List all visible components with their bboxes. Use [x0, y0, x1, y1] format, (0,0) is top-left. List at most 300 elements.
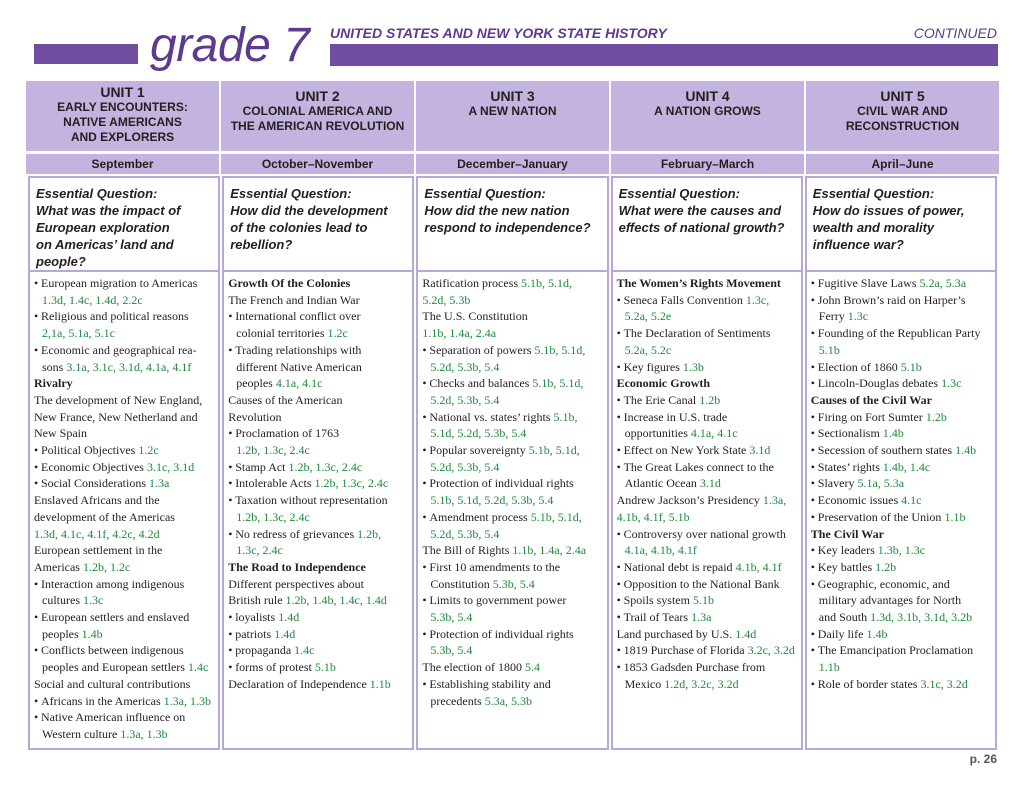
topic-line	[228, 409, 409, 426]
bullet-icon: •	[616, 593, 621, 608]
topic-line	[422, 542, 603, 559]
standard-codes: 1.3a, 1.3b	[120, 726, 168, 741]
bullet-icon: •	[34, 610, 39, 625]
standard-codes: 5.2d, 5.3b, 5.4	[430, 359, 500, 374]
unit-column-3	[416, 176, 608, 750]
topic-line	[811, 425, 992, 442]
topic-text: The Women’s Rights Movement	[616, 276, 781, 290]
topic-text: John Brown’s raid on Harper’s	[817, 292, 966, 307]
standard-codes: 5.1b, 5.1d,	[534, 342, 586, 357]
topic-text: Economic Objectives	[41, 459, 147, 474]
topic-list	[30, 272, 218, 743]
topic-line	[617, 492, 798, 509]
topic-line	[34, 492, 215, 509]
topic-text: Establishing stability and	[429, 676, 551, 691]
unit-number: UNIT 5	[880, 88, 925, 104]
unit-column-1	[28, 176, 220, 750]
topic-text: Conflicts between indigenous	[41, 643, 184, 658]
topic-text: different Native American	[236, 359, 362, 374]
bullet-icon: •	[616, 392, 621, 407]
topic-text: Preservation of the Union	[817, 509, 945, 524]
topic-line	[617, 659, 798, 676]
topic-text: Protection of individual rights	[429, 626, 574, 641]
topic-text: Africans in the Americas	[41, 693, 164, 708]
bullet-icon: •	[34, 710, 39, 725]
standard-codes: 5.1b, 5.1d,	[528, 443, 580, 458]
essential-question-line: influence war?	[812, 237, 904, 252]
standard-codes: 1.2b, 1.3c, 2.4c	[236, 443, 310, 458]
topic-text: Economic Growth	[616, 376, 711, 391]
topic-list	[807, 272, 995, 693]
standard-codes: 5.2a, 5.3a	[919, 276, 967, 290]
bullet-icon: •	[810, 359, 815, 374]
topic-line	[228, 576, 409, 593]
standard-codes: 5.1b	[692, 593, 714, 608]
bullet-icon: •	[616, 292, 621, 307]
unit-number: UNIT 2	[295, 88, 340, 104]
topic-text: Religious and political reasons	[41, 309, 189, 324]
standard-codes: 1.4d	[735, 626, 757, 641]
standard-codes: 1.2c	[327, 326, 348, 341]
standard-codes: 1.4c	[187, 660, 209, 675]
topic-line	[811, 375, 992, 392]
topic-line	[617, 342, 798, 359]
standard-codes: 5.1d, 5.2d, 5.3b, 5.4	[430, 426, 527, 441]
standard-codes: 1.3a	[149, 476, 170, 491]
topic-line	[811, 459, 992, 476]
topic-text: The Great Lakes connect to the	[623, 459, 774, 474]
topic-text: loyalists	[235, 610, 279, 625]
topic-text: Sectionalism	[817, 426, 883, 441]
topic-text: Geographic, economic, and	[817, 576, 950, 591]
bullet-icon: •	[810, 409, 815, 424]
topic-text: Social and cultural contributions	[34, 676, 191, 691]
topic-line	[422, 659, 603, 676]
topic-line	[617, 559, 798, 576]
topic-heading	[617, 275, 798, 292]
essential-question-line: Essential Question:	[36, 186, 158, 201]
bullet-icon: •	[616, 660, 621, 675]
standard-codes: 3.2c, 3.2d	[747, 643, 795, 658]
standard-codes: 1.3d, 3.1b, 3.1d, 3.2b	[870, 610, 973, 625]
standard-codes: 1.3c,	[745, 292, 770, 307]
topic-line	[617, 475, 798, 492]
standard-codes: 1.3a, 1.3b	[163, 693, 211, 708]
standard-codes: 1.1b, 1.4a, 2.4a	[422, 326, 497, 341]
topic-line	[422, 409, 603, 426]
standard-codes: 1.3b	[682, 359, 704, 374]
topic-text: Firing on Fort Sumter	[817, 409, 926, 424]
standard-codes: 5.1b	[314, 660, 336, 675]
bullet-icon: •	[422, 376, 427, 391]
bullet-icon: •	[422, 593, 427, 608]
unit-header-1	[26, 81, 219, 151]
topic-text: Controversy over national growth	[623, 526, 786, 541]
topic-text: Key battles	[817, 559, 876, 574]
topic-line	[228, 308, 409, 325]
topic-line	[617, 442, 798, 459]
topic-text: The U.S. Constitution	[422, 309, 528, 324]
topic-text: Constitution	[430, 576, 493, 591]
standard-codes: 5.2a, 5.2e	[624, 309, 672, 324]
standard-codes: 5.1a, 5.3a	[857, 476, 905, 491]
essential-question-line: on Americas’ land and	[36, 237, 174, 252]
topic-line	[34, 726, 215, 743]
bullet-icon: •	[422, 626, 427, 641]
bullet-icon: •	[616, 643, 621, 658]
topic-line	[811, 509, 992, 526]
topic-line	[34, 475, 215, 492]
topic-line	[228, 359, 409, 376]
unit-title-line: THE AMERICAN REVOLUTION	[230, 119, 405, 133]
topic-text: patriots	[235, 626, 275, 641]
topic-text: The election of 1800	[422, 660, 526, 675]
topic-line	[34, 308, 215, 325]
standard-codes: 1.4d	[278, 610, 300, 625]
standard-codes: 1.4b, 1.4c	[882, 459, 931, 474]
topic-line	[811, 409, 992, 426]
essential-question-line: Essential Question:	[424, 186, 546, 201]
topic-text: No redress of grievances	[235, 526, 358, 541]
topic-list	[613, 272, 801, 693]
topic-line	[617, 308, 798, 325]
topic-text: Trading relationships with	[235, 342, 362, 357]
topic-line	[811, 559, 992, 576]
topic-line	[34, 676, 215, 693]
essential-question-line: people?	[36, 254, 86, 269]
topic-text: Social Considerations	[41, 476, 149, 491]
unit-header-3	[416, 81, 609, 151]
topic-text: Fugitive Slave Laws	[817, 276, 920, 290]
standard-codes: 1.2b	[699, 392, 721, 407]
standard-codes: 5.1b	[900, 359, 922, 374]
bullet-icon: •	[228, 476, 233, 491]
topic-text: Rivalry	[34, 376, 73, 391]
topic-line	[422, 308, 603, 325]
topic-text: Political Objectives	[41, 443, 139, 458]
essential-question-line: How did the new nation	[424, 203, 570, 218]
unit-months-5: April–June	[806, 154, 999, 174]
bullet-icon: •	[34, 693, 39, 708]
topic-text: European settlement in the	[34, 543, 163, 558]
topic-heading	[34, 375, 215, 392]
unit-months-2: October–November	[221, 154, 414, 174]
unit-title-line: AND EXPLORERS	[70, 130, 175, 144]
topic-line	[34, 459, 215, 476]
topic-line	[228, 375, 409, 392]
topic-text: Key leaders	[817, 543, 878, 558]
topic-text: Americas	[34, 559, 83, 574]
standard-codes: 5.1b, 5.1d,	[532, 376, 584, 391]
topic-text: Lincoln-Douglas debates	[817, 376, 942, 391]
topic-line	[617, 425, 798, 442]
topic-line	[34, 709, 215, 726]
topic-line	[422, 509, 603, 526]
topic-line	[811, 275, 992, 292]
topic-line	[34, 642, 215, 659]
topic-text: 1819 Purchase of Florida	[623, 643, 748, 658]
essential-question-line: What were the causes and	[618, 203, 782, 218]
unit-title-line: EARLY ENCOUNTERS:	[57, 100, 188, 114]
topic-text: Role of border states	[817, 676, 921, 691]
standard-codes: 4.1a, 4.1b, 4.1f	[624, 543, 697, 558]
unit-column-4	[611, 176, 803, 750]
essential-question-line: effects of national growth?	[618, 220, 785, 235]
topic-line	[617, 292, 798, 309]
topic-text: Enslaved Africans and the	[34, 493, 160, 508]
standard-codes: 1.3b, 1.3c	[877, 543, 926, 558]
topic-text: Economic and geographical rea-	[41, 342, 197, 357]
unit-header-5	[806, 81, 999, 151]
standard-codes: 1.2b,	[357, 526, 382, 541]
topic-line	[422, 359, 603, 376]
topic-text: peoples and European settlers	[42, 660, 188, 675]
standard-codes: 1.2b, 1.3c, 2.4c	[288, 459, 363, 474]
topic-text: The Bill of Rights	[422, 543, 513, 558]
unit-header-2	[221, 81, 414, 151]
standard-codes: 5.3b, 5.4	[492, 576, 535, 591]
bullet-icon: •	[228, 342, 233, 357]
topic-text: New France, New Netherland and	[34, 409, 198, 424]
topic-line	[811, 492, 992, 509]
bullet-icon: •	[810, 643, 815, 658]
unit-months-1: September	[26, 154, 219, 174]
topic-heading	[617, 375, 798, 392]
standard-codes: 1.4b	[81, 626, 103, 641]
essential-question	[418, 178, 606, 272]
unit-title-line: A NEW NATION	[468, 104, 557, 118]
topic-line	[228, 626, 409, 643]
standard-codes: 5.1b, 5.1d,	[530, 509, 582, 524]
topic-line	[34, 325, 215, 342]
topic-line	[34, 292, 215, 309]
bullet-icon: •	[34, 309, 39, 324]
bullet-icon: •	[34, 276, 39, 290]
essential-question-line: Essential Question:	[230, 186, 352, 201]
standard-codes: 1.3d, 1.4c, 1.4d, 2.2c	[42, 292, 143, 307]
topic-text: The Emancipation Proclamation	[817, 643, 974, 658]
topic-line	[228, 509, 409, 526]
topic-text: The French and Indian War	[228, 292, 360, 307]
standard-codes: 1.3c	[83, 593, 104, 608]
topic-line	[617, 592, 798, 609]
topic-text: European migration to Americas	[41, 276, 198, 290]
standard-codes: 4.1c	[901, 493, 922, 508]
topic-text: Spoils system	[623, 593, 693, 608]
topic-text: British rule	[228, 593, 286, 608]
topic-text: Checks and balances	[429, 376, 533, 391]
standard-codes: 5.3b, 5.4	[430, 610, 473, 625]
topic-line	[34, 275, 215, 292]
standard-codes: 1.3a,	[762, 493, 787, 508]
topic-line	[617, 609, 798, 626]
topic-text: cultures	[42, 593, 83, 608]
topic-line	[34, 693, 215, 710]
essential-question-line: of the colonies lead to	[230, 220, 368, 235]
bullet-icon: •	[616, 559, 621, 574]
essential-question	[807, 178, 995, 272]
grade-title: grade 7	[150, 19, 310, 72]
topic-text: Land purchased by U.S.	[616, 626, 736, 641]
standard-codes: 3.1a, 3.1c, 3.1d, 4.1a, 4.1f	[66, 359, 192, 374]
essential-question-line: How did the development	[230, 203, 388, 218]
topic-text: New Spain	[34, 426, 87, 441]
standard-codes: 4.1b, 4.1f, 5.1b	[616, 509, 690, 524]
bullet-icon: •	[422, 676, 427, 691]
topic-text: Taxation without representation	[235, 493, 388, 508]
bullet-icon: •	[616, 359, 621, 374]
bullet-icon: •	[34, 443, 39, 458]
standard-codes: 1.2b, 1.3c, 2.4c	[314, 476, 389, 491]
topic-text: Trail of Tears	[623, 610, 692, 625]
topic-text: Intolerable Acts	[235, 476, 315, 491]
bullet-icon: •	[810, 326, 815, 341]
standard-codes: 4.1b, 4.1f	[735, 559, 782, 574]
standard-codes: 1.2b	[925, 409, 947, 424]
topic-text: Separation of powers	[429, 342, 535, 357]
bullet-icon: •	[810, 559, 815, 574]
bullet-icon: •	[422, 443, 427, 458]
topic-text: precedents	[430, 693, 485, 708]
bullet-icon: •	[616, 326, 621, 341]
topic-text: Amendment process	[429, 509, 531, 524]
topic-text: States’ rights	[817, 459, 883, 474]
topic-line	[617, 392, 798, 409]
topic-text: and South	[818, 610, 871, 625]
topic-line	[34, 392, 215, 409]
standard-codes: 5.4	[525, 660, 541, 675]
topic-text: The Declaration of Sentiments	[623, 326, 771, 341]
topic-text: National debt is repaid	[623, 559, 736, 574]
standard-codes: 1.2b, 1.2c	[82, 559, 131, 574]
topic-text: Daily life	[817, 626, 867, 641]
bullet-icon: •	[228, 610, 233, 625]
bullet-icon: •	[34, 643, 39, 658]
topic-line	[34, 542, 215, 559]
topic-line	[422, 425, 603, 442]
bullet-icon: •	[810, 493, 815, 508]
topic-line	[617, 642, 798, 659]
topic-line	[228, 609, 409, 626]
topic-line	[422, 526, 603, 543]
bullet-icon: •	[810, 426, 815, 441]
topic-line	[422, 559, 603, 576]
unit-column-2	[222, 176, 414, 750]
topic-text: The Civil War	[810, 526, 884, 541]
topic-line	[228, 542, 409, 559]
unit-content-grid	[28, 176, 997, 750]
topic-text: Growth Of the Colonies	[228, 276, 351, 290]
topic-text: development of the Americas	[34, 509, 175, 524]
topic-line	[422, 475, 603, 492]
topic-line	[422, 442, 603, 459]
topic-line	[228, 642, 409, 659]
topic-line	[422, 609, 603, 626]
topic-line	[811, 609, 992, 626]
topic-line	[34, 609, 215, 626]
topic-text: Economic issues	[817, 493, 902, 508]
standard-codes: 1.1b	[818, 660, 840, 675]
bullet-icon: •	[422, 509, 427, 524]
topic-line	[228, 526, 409, 543]
topic-line	[34, 559, 215, 576]
topic-text: peoples	[42, 626, 82, 641]
topic-line	[422, 576, 603, 593]
topic-text: Slavery	[817, 476, 858, 491]
topic-line	[422, 693, 603, 710]
topic-text: forms of protest	[235, 660, 315, 675]
topic-line	[228, 425, 409, 442]
topic-text: Andrew Jackson’s Presidency	[616, 493, 763, 508]
bullet-icon: •	[810, 292, 815, 307]
topic-text: Declaration of Independence	[228, 676, 370, 691]
unit-months-4: February–March	[611, 154, 804, 174]
standard-codes: 5.1b,	[553, 409, 578, 424]
header-bar-left	[34, 44, 138, 64]
standard-codes: 1.2b, 1.4b, 1.4c, 1.4d	[285, 593, 387, 608]
standard-codes: 1.2b	[875, 559, 897, 574]
topic-line	[422, 492, 603, 509]
bullet-icon: •	[422, 342, 427, 357]
topic-text: Western culture	[42, 726, 121, 741]
bullet-icon: •	[34, 459, 39, 474]
topic-text: Revolution	[228, 409, 282, 424]
standard-codes: 1.1b, 1.4a, 2.4a	[512, 543, 587, 558]
topic-line	[34, 425, 215, 442]
topic-line	[811, 342, 992, 359]
topic-line	[811, 626, 992, 643]
topic-text: Election of 1860	[817, 359, 901, 374]
standard-codes: 5.2d, 5.3b	[422, 292, 471, 307]
topic-text: colonial territories	[236, 326, 328, 341]
essential-question-line: European exploration	[36, 220, 170, 235]
topic-line	[34, 359, 215, 376]
topic-line	[422, 626, 603, 643]
unit-header-grid	[26, 81, 999, 174]
topic-line	[811, 592, 992, 609]
essential-question-line: rebellion?	[230, 237, 293, 252]
topic-text: Proclamation of 1763	[235, 426, 340, 441]
unit-title-line: A NATION GROWS	[654, 104, 761, 118]
topic-line	[811, 325, 992, 342]
topic-line	[617, 459, 798, 476]
standard-codes: 1.2b, 1.3c, 2.4c	[236, 509, 310, 524]
essential-question-line: What was the impact of	[36, 203, 181, 218]
topic-line	[617, 359, 798, 376]
topic-heading	[811, 526, 992, 543]
topic-text: The development of New England,	[34, 392, 203, 407]
topic-line	[228, 342, 409, 359]
bullet-icon: •	[810, 576, 815, 591]
topic-text: The Erie Canal	[623, 392, 700, 407]
bullet-icon: •	[422, 409, 427, 424]
standard-codes: 5.3b, 5.4	[430, 643, 473, 658]
topic-line	[34, 409, 215, 426]
topic-text: Secession of southern states	[817, 443, 956, 458]
topic-text: Causes of the Civil War	[810, 392, 932, 407]
standard-codes: 3.1c, 3.1d	[146, 459, 195, 474]
essential-question-line: Essential Question:	[618, 186, 740, 201]
topic-line	[228, 325, 409, 342]
topic-text: propaganda	[235, 643, 295, 658]
standard-codes: 1.4b	[955, 443, 977, 458]
topic-line	[34, 592, 215, 609]
topic-line	[811, 659, 992, 676]
standard-codes: 5.1b	[818, 342, 840, 357]
standard-codes: 1.3c	[847, 309, 869, 324]
topic-text: Native American influence on	[41, 710, 186, 725]
essential-question	[224, 178, 412, 272]
